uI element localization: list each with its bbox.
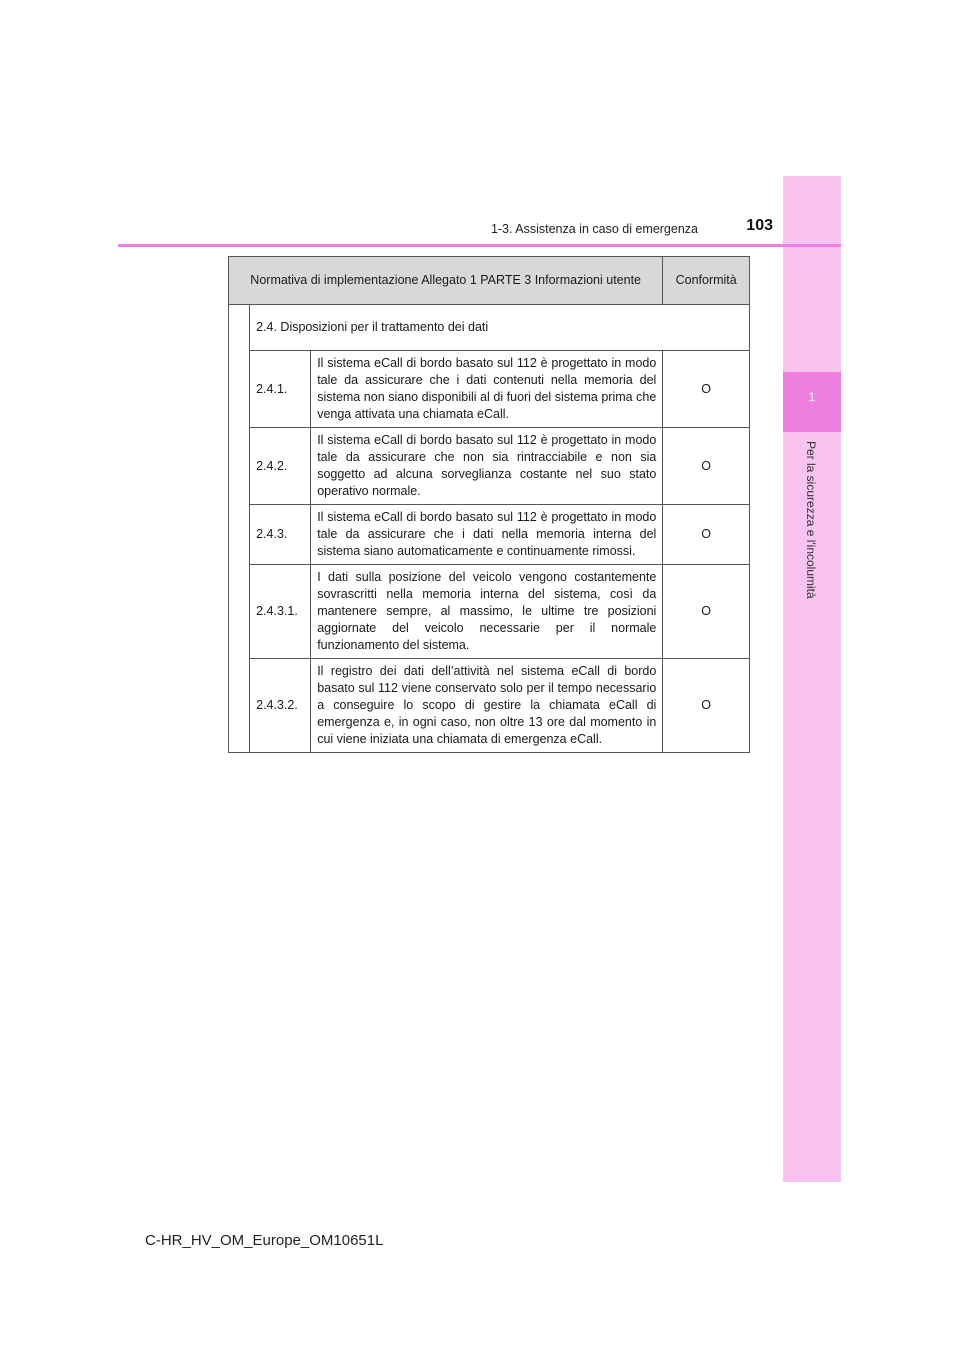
chapter-title: Per la sicurezza e l'incolumità: [804, 441, 818, 599]
row-text: Il registro dei dati dell’attività nel sistema eCall di bordo basato sul 112 viene conservato solo per il tempo necessario a conseguire lo scopo di gestire la chiamata eCall di emergenza e, in ogni caso, non oltre 13 ore dal momento in cui viene iniziata una chiamata di emergenza eCall.: [311, 659, 663, 753]
page-number: 103: [746, 217, 773, 234]
document-id: C-HR_HV_OM_Europe_OM10651L: [145, 1232, 384, 1249]
table-header-row: [229, 257, 750, 305]
row-code: 2.4.3.1.: [250, 565, 311, 659]
table-row: [229, 428, 750, 505]
regulation-table: [228, 256, 750, 753]
table-row: [229, 505, 750, 565]
table-row: [229, 351, 750, 428]
compliance-header: Conformità: [663, 257, 750, 305]
indent-cell: [229, 305, 250, 753]
row-text: Il sistema eCall di bordo basato sul 112 è progettato in modo tale da assicurare che i dati nella memoria interna del sistema siano automaticamente e continuamente rimossi.: [311, 505, 663, 565]
regulation-header: Normativa di implementazione Allegato 1 PARTE 3 Informazioni utente: [229, 257, 663, 305]
row-code: 2.4.3.: [250, 505, 311, 565]
header-rule: [118, 244, 841, 247]
row-compliance-mark: O: [663, 505, 750, 565]
section-subheader: 2.4. Disposizioni per il trattamento dei dati: [250, 305, 750, 351]
row-text: I dati sulla posizione del veicolo vengono costantemente sovrascritti nella memoria interna del sistema, così da mantenere sempre, al massimo, le ultime tre posizioni aggiornate del veicolo necessarie per il normale funzionamento del sistema.: [311, 565, 663, 659]
table-row: [229, 565, 750, 659]
row-compliance-mark: O: [663, 565, 750, 659]
row-text: Il sistema eCall di bordo basato sul 112 è progettato in modo tale da assicurare che non sia rintracciabile e non sia soggetto ad alcuna sorveglianza costante nel suo stato operativo normale.: [311, 428, 663, 505]
chapter-side-tab: [783, 176, 841, 1182]
row-text: Il sistema eCall di bordo basato sul 112 è progettato in modo tale da assicurare che i dati contenuti nella memoria del sistema non siano disponibili al di fuori del sistema prima che venga attivata una chiamata eCall.: [311, 351, 663, 428]
chapter-number: 1: [808, 390, 816, 404]
row-compliance-mark: O: [663, 351, 750, 428]
table-row: [229, 659, 750, 753]
table-subheader-row: [229, 305, 750, 351]
row-compliance-mark: O: [663, 659, 750, 753]
row-code: 2.4.1.: [250, 351, 311, 428]
row-compliance-mark: O: [663, 428, 750, 505]
row-code: 2.4.2.: [250, 428, 311, 505]
row-code: 2.4.3.2.: [250, 659, 311, 753]
section-title: 1-3. Assistenza in caso di emergenza: [490, 222, 698, 236]
